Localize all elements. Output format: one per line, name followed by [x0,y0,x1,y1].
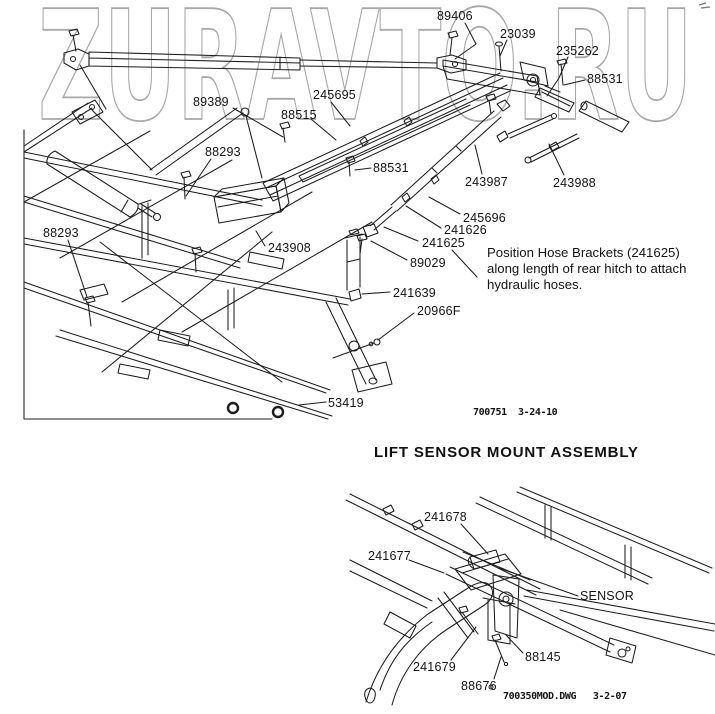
part-label: 241625 [422,236,465,250]
part-label: 23039 [500,27,536,41]
part-label: 245695 [313,88,356,102]
part-label: 53419 [328,396,364,410]
part-label: 88531 [587,72,623,86]
lift-sensor-drawing [346,487,715,705]
watermark-text: ZURAVTO.RU [38,0,693,155]
frame-rails [346,487,715,663]
part-label: 243908 [268,241,311,255]
part-label: 245696 [463,211,506,225]
part-label: 88676 [461,679,497,693]
drawing-number-sensor: 700350MOD.DWG 3-2-07 [503,691,627,702]
corner-mark [699,3,710,8]
part-label: 241677 [368,549,411,563]
part-label: 89389 [193,95,229,109]
part-label: 235262 [556,44,599,58]
part-label: 243988 [553,176,596,190]
note-line: along length of rear hitch to attach [487,261,687,276]
part-label: 241626 [444,223,487,237]
part-label: 88145 [525,650,561,664]
part-label: 241678 [424,510,467,524]
part-label: 88515 [281,108,317,122]
part-label: 20966F [417,304,461,318]
part-label: SENSOR [580,589,634,603]
hose-bracket-note [487,245,715,293]
part-label: 88531 [373,161,409,175]
part-label: 243987 [465,175,508,189]
part-label: 241639 [393,286,436,300]
drawing-number-main: 700751 3-24-10 [473,407,558,418]
box-beam [214,178,289,223]
part-label: 89406 [437,9,473,23]
part-label: 88293 [43,226,79,240]
part-label: 89029 [410,256,446,270]
part-label: 88293 [205,145,241,159]
note-line: hydraulic hoses. [487,277,583,292]
part-label: 241679 [413,660,456,674]
section-heading: LIFT SENSOR MOUNT ASSEMBLY [374,444,639,461]
note-line: Position Hose Brackets (241625) [487,245,680,260]
